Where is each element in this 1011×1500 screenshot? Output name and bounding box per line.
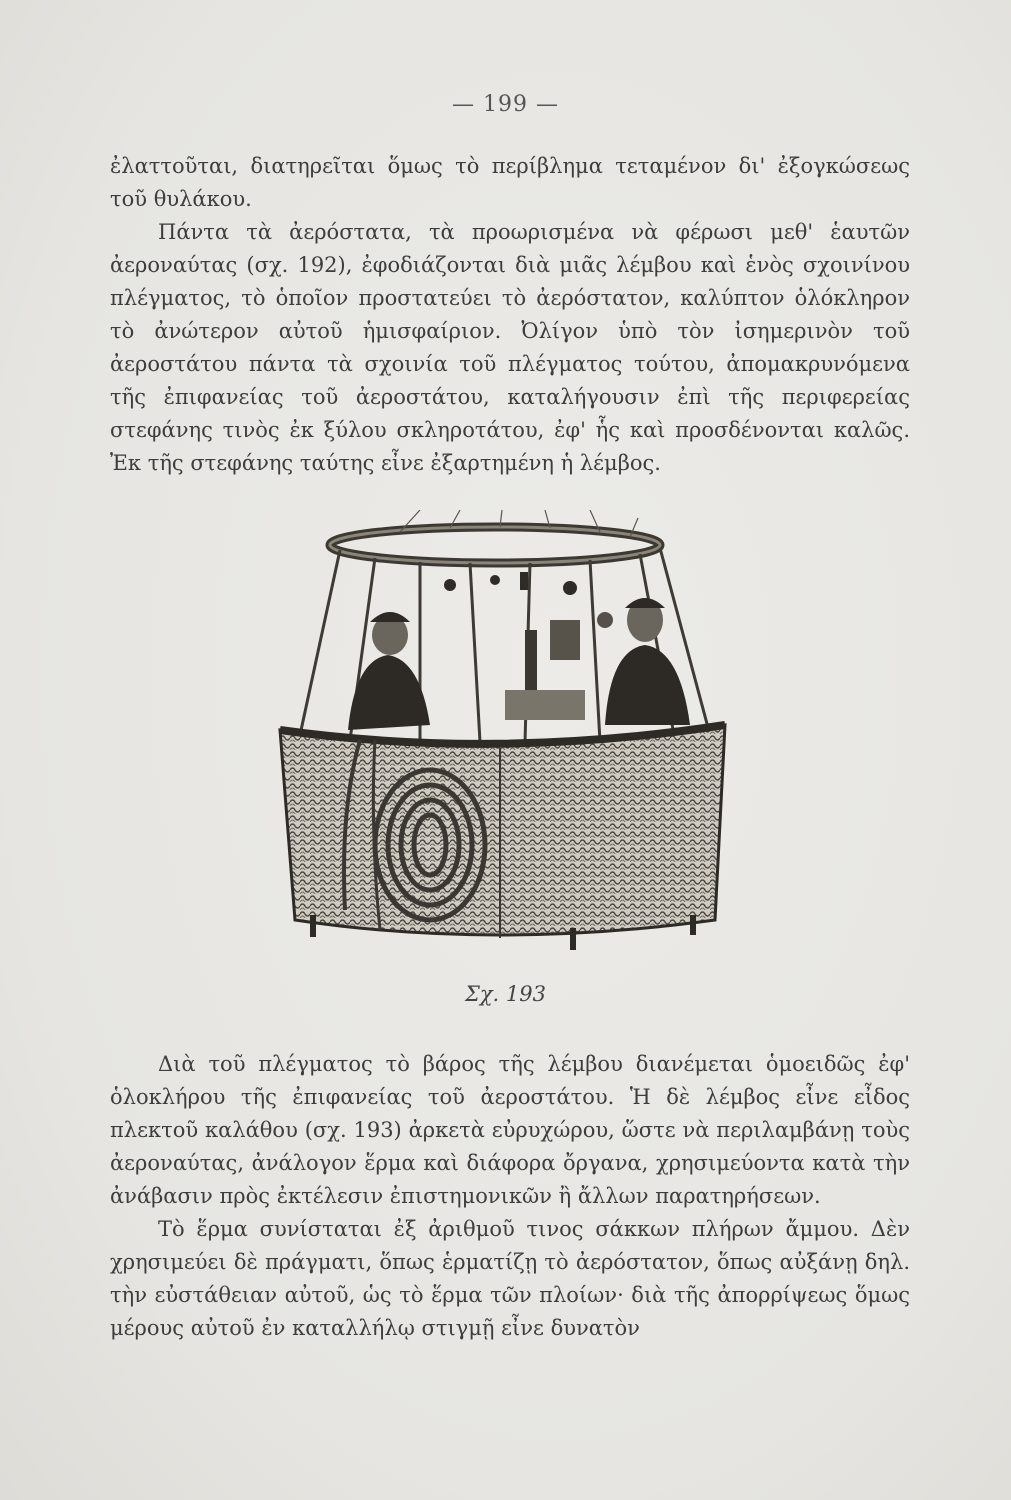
basket-engraving-svg	[270, 510, 740, 960]
paragraph-ballast: Τὸ ἕρμα συνίσταται ἐξ ἀριθμοῦ τινος σάκκων πλήρων ἄμμου. Δὲν χρησιμεύει δὲ πράγματι, ὅπως ἑρματίζῃ τὸ ἀερόστατον, ὅπως αὐξάνῃ δηλ. τὴν εὐστάθειαν αὐτοῦ, ὡς τὸ ἕρμα τῶν πλοίων· διὰ τῆς ἀπορρίψεως ὅμως μέρους αὐτοῦ ἐν καταλλήλῳ στιγμῇ εἶνε δυνατὸν	[110, 1217, 910, 1340]
bottom-text-block	[110, 1048, 910, 1345]
page-number: — 199 —	[452, 92, 559, 117]
top-text-block	[110, 150, 910, 480]
paragraph-basket: Διὰ τοῦ πλέγματος τὸ βάρος τῆς λέμβου διανέμεται ὁμοειδῶς ἐφ' ὁλοκλήρου τῆς ἐπιφανείας τοῦ ἀεροστάτου. Ἡ δὲ λέμβος εἶνε εἶδος πλεκτοῦ καλάθου (σχ. 193) ἀρκετὰ εὐρυχώρου, ὥστε νὰ περιλαμβάνῃ τοὺς ἀεροναύτας, ἀνάλογον ἕρμα καὶ διάφορα ὄργανα, χρησιμεύοντα κατὰ τὴν ἀνάβασιν πρὸς ἐκτέλεσιν ἐπιστημονικῶν ἢ ἄλλων παρατηρήσεων.	[110, 1052, 910, 1208]
figure-caption: Σχ. 193	[464, 982, 546, 1006]
balloon-basket-illustration	[270, 510, 740, 960]
scientific-instruments	[505, 620, 585, 720]
paragraph-balloon-net: Πάντα τὰ ἀερόστατα, τὰ προωρισμένα νὰ φέρωσι μεθ' ἑαυτῶν ἀεροναύτας (σχ. 192), ἐφοδιάζονται διὰ μιᾶς λέμβου καὶ ἑνὸς σχοινίνου πλέγματος, τὸ ὁποῖον προστατεύει τὸ ἀερόστατον, καλύπτον ὁλόκληρον τὸ ἀνώτερον αὐτοῦ ἡμισφαίριον. Ὀλίγον ὑπὸ τὸν ἰσημερινὸν τοῦ ἀεροστάτου πάντα τὰ σχοινία τοῦ πλέγματος τούτου, ἀπομακρυνόμενα τῆς ἐπιφανείας τοῦ ἀεροστάτου, καταλήγουσιν ἐπὶ τῆς περιφερείας στεφάνης τινὸς ἐκ ξύλου σκληροτάτου, ἐφ' ἧς καὶ προσδένονται καλῶς. Ἐκ τῆς στεφάνης ταύτης εἶνε ἐξαρτημένη ἡ λέμβος.	[110, 220, 910, 475]
paragraph-continued: ἐλαττοῦται, διατηρεῖται ὅμως τὸ περίβλημα τεταμένον δι' ἐξογκώσεως τοῦ θυλάκου.	[110, 154, 910, 211]
